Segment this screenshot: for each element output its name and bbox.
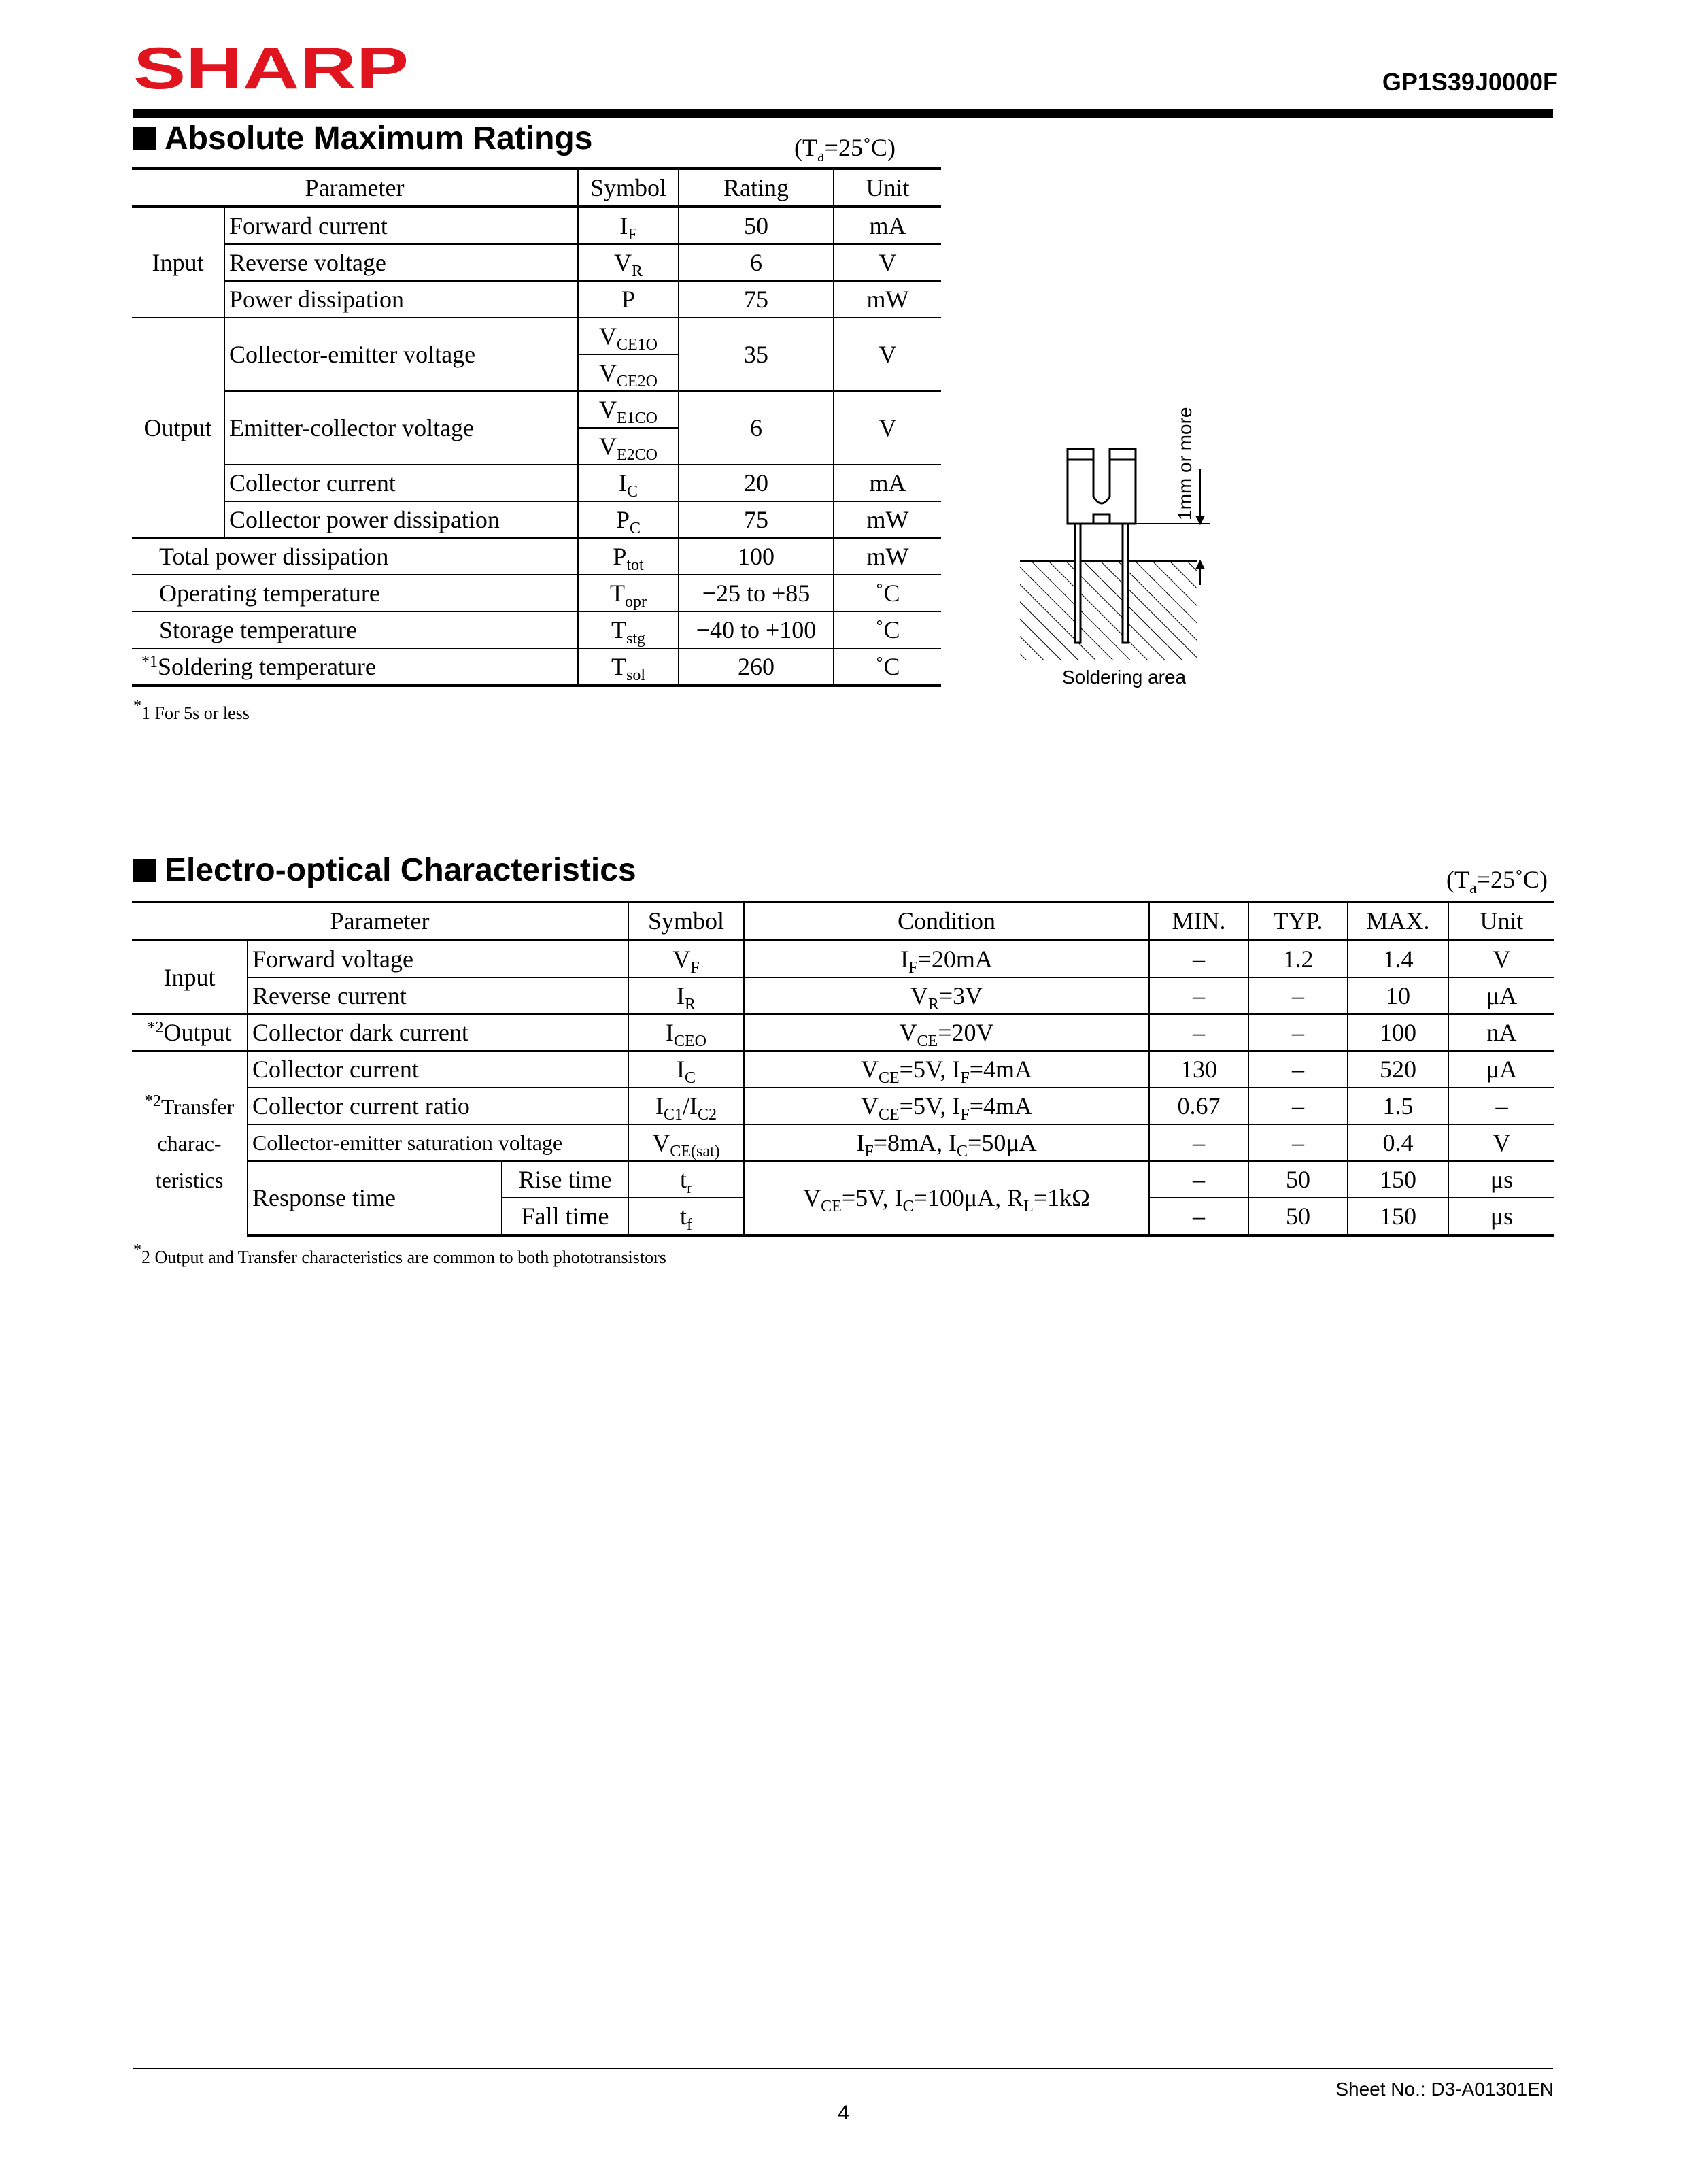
unit: μs — [1448, 1161, 1554, 1198]
unit: – — [1448, 1088, 1554, 1124]
symbol: $I_F$ — [578, 207, 679, 244]
rating: 260 — [679, 648, 834, 686]
condition: $I_F=20mA$ — [744, 940, 1149, 977]
group-input: Input — [132, 207, 224, 318]
rating: −40 to +100 — [679, 611, 834, 648]
unit: μs — [1448, 1198, 1554, 1235]
soldering-area-hatch — [1020, 561, 1197, 660]
symbol: $T_{stg}$ — [578, 611, 679, 648]
min: – — [1149, 977, 1248, 1014]
min: – — [1149, 1161, 1248, 1198]
table-row — [132, 244, 941, 281]
header-rule — [133, 109, 1553, 118]
condition: $V_{CE}=5V$, $I_F=4mA$ — [744, 1051, 1149, 1088]
table-row — [132, 318, 941, 354]
param: Collector dark current — [248, 1014, 628, 1051]
symbol: P — [578, 281, 679, 318]
typ: – — [1248, 1124, 1348, 1161]
symbol: $V_{E2CO}$ — [578, 428, 679, 465]
soldering-area-label: Soldering area — [1062, 667, 1187, 688]
rating: 35 — [679, 318, 834, 391]
symbol: $I_{C1}/I_{C2}$ — [628, 1088, 744, 1124]
typ: 1.2 — [1248, 940, 1348, 977]
unit: mA — [834, 207, 941, 244]
unit: ˚C — [834, 611, 941, 648]
rating: 100 — [679, 538, 834, 575]
sheet-number: Sheet No.: D3-A01301EN — [1335, 2079, 1554, 2100]
eoc-title — [133, 852, 636, 889]
symbol: $V_R$ — [578, 244, 679, 281]
amr-title-text: Absolute Maximum Ratings — [165, 120, 593, 156]
symbol: $I_C$ — [628, 1051, 744, 1088]
symbol: $V_{CE1O}$ — [578, 318, 679, 354]
amr-condition: $(T_a=25˚C)$ — [794, 134, 896, 165]
param: Power dissipation — [224, 281, 578, 318]
part-number: GP1S39J0000F — [1382, 68, 1558, 96]
max: 10 — [1348, 977, 1448, 1014]
param: Reverse voltage — [224, 244, 578, 281]
table-row — [132, 611, 941, 648]
eoc-col-typ: TYP. — [1248, 902, 1348, 940]
table-row — [132, 648, 941, 686]
unit: μA — [1448, 1051, 1554, 1088]
unit: ˚C — [834, 575, 941, 611]
symbol: $T_{sol}$ — [578, 648, 679, 686]
amr-col-rating: Rating — [679, 169, 834, 207]
param: Storage temperature — [132, 611, 578, 648]
table-row — [132, 1088, 1554, 1124]
param: Collector current — [224, 465, 578, 501]
condition: $V_{CE}=5V$, $I_F=4mA$ — [744, 1088, 1149, 1124]
param: Collector-emitter saturation voltage — [248, 1124, 628, 1161]
param: Response time — [248, 1161, 502, 1235]
dimension-label: 1mm or more — [1174, 407, 1195, 520]
symbol: $I_{CEO}$ — [628, 1014, 744, 1051]
eoc-table — [132, 901, 1554, 1237]
typ: – — [1248, 1088, 1348, 1124]
table-row — [132, 1014, 1554, 1051]
table-row — [132, 465, 941, 501]
amr-header-row — [132, 169, 941, 207]
table-row — [132, 575, 941, 611]
table-row — [132, 1051, 1554, 1088]
sensor-body — [1068, 449, 1136, 524]
footer-rule — [133, 2068, 1553, 2069]
param: Collector current ratio — [248, 1088, 628, 1124]
table-row — [132, 940, 1554, 977]
unit: mA — [834, 465, 941, 501]
amr-footnote: *1 For 5s or less — [133, 697, 250, 723]
unit: V — [834, 244, 941, 281]
amr-table — [132, 167, 941, 687]
soldering-diagram — [1006, 381, 1238, 701]
table-row — [132, 391, 941, 428]
param: Collector power dissipation — [224, 501, 578, 538]
table-row — [132, 538, 941, 575]
param: Forward voltage — [248, 940, 628, 977]
unit: nA — [1448, 1014, 1554, 1051]
symbol: $V_F$ — [628, 940, 744, 977]
max: 1.4 — [1348, 940, 1448, 977]
rating: 75 — [679, 281, 834, 318]
min: – — [1149, 1198, 1248, 1235]
eoc-header-row — [132, 902, 1554, 940]
rating: 6 — [679, 244, 834, 281]
max: 150 — [1348, 1161, 1448, 1198]
group-transfer: $^{*2}$Transfer charac- teristics — [144, 1092, 235, 1192]
param: Forward current — [224, 207, 578, 244]
table-row — [132, 501, 941, 538]
max: 520 — [1348, 1051, 1448, 1088]
page-number: 4 — [838, 2102, 849, 2124]
min: – — [1149, 1124, 1248, 1161]
symbol: $T_{opr}$ — [578, 575, 679, 611]
square-bullet-icon — [133, 859, 156, 882]
group-input: Input — [132, 940, 248, 1014]
typ: 50 — [1248, 1198, 1348, 1235]
param: $^{*1}$Soldering temperature — [132, 648, 578, 686]
table-row — [132, 281, 941, 318]
max: 0.4 — [1348, 1124, 1448, 1161]
unit: V — [1448, 940, 1554, 977]
typ: – — [1248, 1014, 1348, 1051]
amr-title — [133, 120, 592, 157]
typ: 50 — [1248, 1161, 1348, 1198]
subparam: Fall time — [502, 1198, 628, 1235]
rating: 6 — [679, 391, 834, 465]
rating: 50 — [679, 207, 834, 244]
eoc-col-symbol: Symbol — [628, 902, 744, 940]
symbol: $V_{CE2O}$ — [578, 354, 679, 391]
symbol: $V_{E1CO}$ — [578, 391, 679, 428]
max: 1.5 — [1348, 1088, 1448, 1124]
group-output: $^{*2}$Output — [132, 1014, 248, 1051]
symbol: $t_f$ — [628, 1198, 744, 1235]
amr-col-parameter: Parameter — [132, 169, 578, 207]
max: 100 — [1348, 1014, 1448, 1051]
min: – — [1149, 940, 1248, 977]
eoc-title-text: Electro-optical Characteristics — [165, 852, 636, 888]
sharp-logo — [133, 41, 412, 95]
symbol: $I_C$ — [578, 465, 679, 501]
rating: 75 — [679, 501, 834, 538]
condition: $V_R=3V$ — [744, 977, 1149, 1014]
eoc-col-max: MAX. — [1348, 902, 1448, 940]
eoc-condition: $(T_a=25˚C)$ — [1446, 866, 1548, 897]
eoc-col-min: MIN. — [1149, 902, 1248, 940]
square-bullet-icon — [133, 127, 156, 150]
param: Operating temperature — [132, 575, 578, 611]
condition: $V_{CE}=5V$, $I_C=100\mu A$, $R_L=1k\Omega$ — [744, 1161, 1149, 1235]
rating: 20 — [679, 465, 834, 501]
max: 150 — [1348, 1198, 1448, 1235]
unit: μA — [1448, 977, 1554, 1014]
rating: −25 to +85 — [679, 575, 834, 611]
unit: V — [834, 318, 941, 391]
table-row — [132, 977, 1554, 1014]
table-row — [132, 207, 941, 244]
unit: mW — [834, 501, 941, 538]
unit: ˚C — [834, 648, 941, 686]
eoc-footnote: *2 Output and Transfer characteristics are common to both phototransistors — [133, 1241, 666, 1267]
eoc-col-parameter: Parameter — [132, 902, 628, 940]
group-output: Output — [132, 318, 224, 538]
symbol: $P_C$ — [578, 501, 679, 538]
param: Total power dissipation — [132, 538, 578, 575]
unit: V — [834, 391, 941, 465]
symbol: $I_R$ — [628, 977, 744, 1014]
typ: – — [1248, 977, 1348, 1014]
subparam: Rise time — [502, 1161, 628, 1198]
eoc-col-unit: Unit — [1448, 902, 1554, 940]
symbol: $V_{CE(sat)}$ — [628, 1124, 744, 1161]
typ: – — [1248, 1051, 1348, 1088]
table-row — [132, 1124, 1554, 1161]
symbol: $P_{tot}$ — [578, 538, 679, 575]
param: Collector-emitter voltage — [224, 318, 578, 391]
param: Reverse current — [248, 977, 628, 1014]
min: 130 — [1149, 1051, 1248, 1088]
amr-col-symbol: Symbol — [578, 169, 679, 207]
unit: mW — [834, 281, 941, 318]
min: 0.67 — [1149, 1088, 1248, 1124]
table-row — [132, 1161, 1554, 1198]
amr-col-unit: Unit — [834, 169, 941, 207]
unit: mW — [834, 538, 941, 575]
symbol: $t_r$ — [628, 1161, 744, 1198]
logo-text: SHARP — [133, 41, 409, 95]
eoc-col-condition: Condition — [744, 902, 1149, 940]
min: – — [1149, 1014, 1248, 1051]
condition: $V_{CE}=20V$ — [744, 1014, 1149, 1051]
unit: V — [1448, 1124, 1554, 1161]
param: Collector current — [248, 1051, 628, 1088]
condition: $I_F=8mA$, $I_C=50\mu A$ — [744, 1124, 1149, 1161]
param: Emitter-collector voltage — [224, 391, 578, 465]
